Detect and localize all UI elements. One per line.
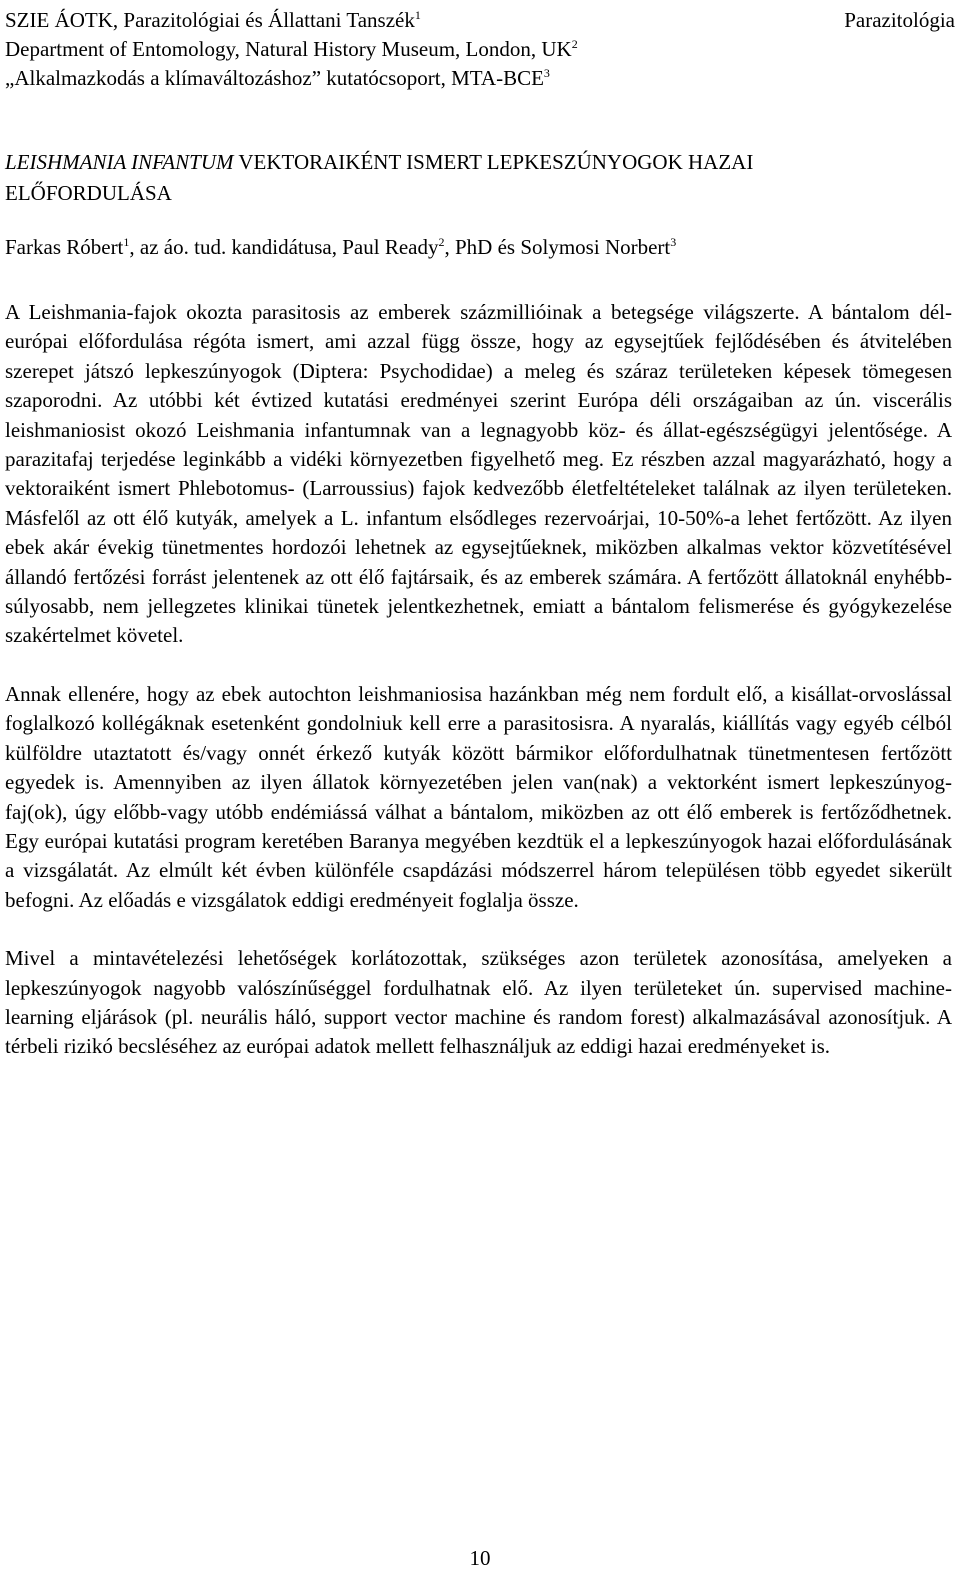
title-italic: LEISHMANIA INFANTUM <box>5 150 234 174</box>
affiliation-3: „Alkalmazkodás a klímaváltozáshoz” kutatócsoport, MTA-BCE$^3$ <box>5 66 550 90</box>
section-label: Parazitológia <box>844 8 955 32</box>
paragraph-3: Mivel a mintavételezési lehetőségek korlátozottak, szükséges azon területek azonosítása, amelyeken a lepkeszúnyogok nagyobb valószínűséggel fordulhatnak elő. Az ilyen területeket ún. supervised machine-learning eljárások (pl. neurális háló, support vector machine és random forest) alkalmazásával azonosítjuk. A térbeli rizikó becsléséhez az európai adatok mellett felhasználjuk az eddigi hazai eredményeket is. <box>5 946 952 1059</box>
title-line1: VEKTORAIKÉNT ISMERT LEPKESZÚNYOGOK HAZAI <box>233 150 754 174</box>
author-line: Farkas Róbert$^1$, az áo. tud. kandidátusa, Paul Ready$^2$, PhD és Solymosi Norbert$^3$ <box>5 235 677 259</box>
title-line2: ELŐFORDULÁSA <box>5 181 172 205</box>
affiliation-1: SZIE ÁOTK, Parazitológiai és Állattani Tanszék$^1$ <box>5 8 421 32</box>
paragraph-1: A Leishmania-fajok okozta parasitosis az emberek százmillióinak a betegsége világszerte. A bántalom dél-európai előfordulása régóta ismert, ami azzal függ össze, hogy az egysejtűek fejlődésében és átvitelében szerepet játszó lepkeszúnyogok (Diptera: Psychodidae) a meleg és száraz területeken képesek tömegesen szaporodni. Az utóbbi két évtized kutatási eredményei szerint Európa déli országaiban az ún. viscerális leishmaniosist okozó Leishmania infantumnak van a legnagyobb köz- és állat-egészségügyi jelentősége. A parazitafaj terjedése leginkább a vidéki környezetben figyelhető meg. Ez részben azzal magyarázható, hogy a vektoraiként ismert Phlebotomus- (Larroussius) fajok kedvezőbb életfeltételeket találnak az ilyen területeken. Másfelől az ott élő kutyák, amelyek a L. infantum elsődleges rezervoárjai, 10-50%-a lehet fertőzött. Az ilyen ebek akár évekig tünetmentes hordozói lehetnek az egysejtűeknek, miközben alkalmas vektor közvetítésével állandó fertőzési forrást jelentenek az ott élő fajtársaik, és az emberek számára. A fertőzött állatoknál enyhébb-súlyosabb, nem jellegzetes klinikai tünetek jelentkezhetnek, emiatt a bántalom felismerése és gyógykezelése szakértelmet követel. <box>5 300 952 648</box>
page-number: 10 <box>469 1546 491 1570</box>
affiliation-2: Department of Entomology, Natural History Museum, London, $UK^2$ <box>5 37 578 61</box>
abstract-body <box>5 298 952 1062</box>
paragraph-2: Annak ellenére, hogy az ebek autochton leishmaniosisa hazánkban még nem fordult elő, a kisállat-orvoslással foglalkozó kollégáknak esetenként gondolniuk kell erre a parasitosisra. A nyaralás, kiállítás vagy egyéb célból külföldre utaztatott és/vagy onnét érkező kutyák között bármikor előfordulhatnak tünetmentesen fertőzött egyedek is. Amennyiben az ilyen állatok környezetében jelen van(nak) a vektorként ismert lepkeszúnyog-faj(ok), úgy előbb-vagy utóbb endémiássá válhat a bántalom, miközben az ott élő emberek is fertőződhetnek. Egy európai kutatási program keretében Baranya megyében kezdtük el a lepkeszúnyogok hazai előfordulásának a vizsgálatát. Az elmúlt két évben különféle csapdázási módszerrel három településen több egyedet sikerült befogni. Az előadás e vizsgálatok eddigi eredményeit foglalja össze. <box>5 681 952 912</box>
affiliations-header <box>5 6 955 93</box>
article-title <box>5 147 945 209</box>
